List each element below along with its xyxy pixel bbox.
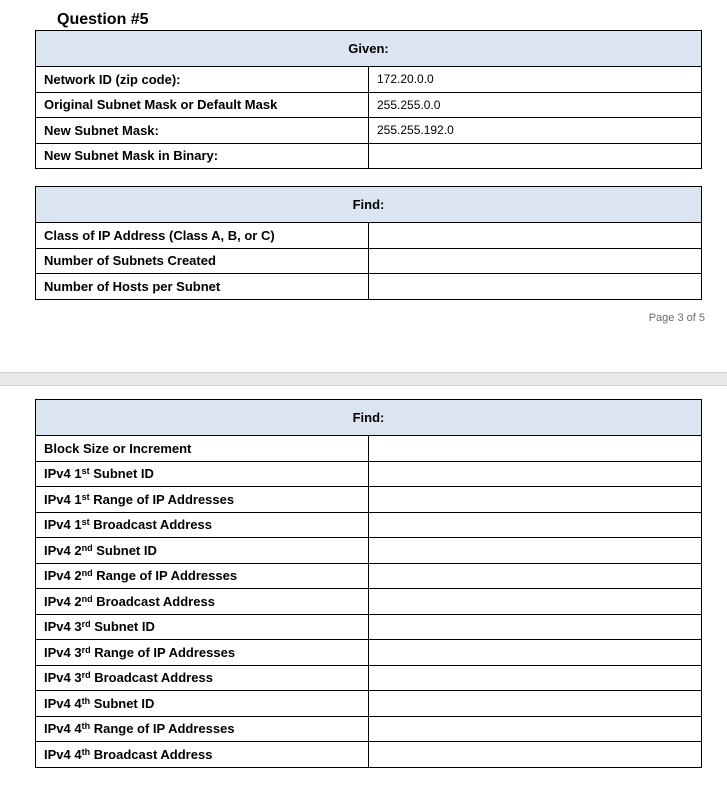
table-row <box>36 512 702 538</box>
table-row <box>36 640 702 666</box>
ordinal-suffix: th <box>81 721 91 732</box>
given-label: New Subnet Mask in Binary: <box>36 143 369 169</box>
answer-cell[interactable] <box>369 614 702 640</box>
label-prefix: IPv4 3 <box>44 619 82 635</box>
given-header: Given: <box>36 31 702 67</box>
answer-cell[interactable] <box>369 274 702 300</box>
ordinal-suffix: st <box>81 466 90 477</box>
find-label <box>36 563 369 589</box>
answer-cell[interactable] <box>369 691 702 717</box>
document-page-3 <box>0 0 727 372</box>
find-label <box>36 742 369 768</box>
answer-cell[interactable] <box>369 248 702 274</box>
find-table-2 <box>35 399 702 768</box>
find-header: Find: <box>36 400 702 436</box>
label-suffix: Range of IP Addresses <box>92 568 238 584</box>
label-suffix: Subnet ID <box>90 619 155 635</box>
ordinal-suffix: st <box>81 491 90 502</box>
given-label: New Subnet Mask: <box>36 118 369 144</box>
table-row <box>36 716 702 742</box>
table-row <box>36 614 702 640</box>
table-row <box>36 665 702 691</box>
label-suffix: Broadcast Address <box>90 746 213 762</box>
label-prefix: IPv4 1 <box>44 491 82 507</box>
ordinal-suffix: nd <box>81 542 93 553</box>
answer-cell[interactable] <box>369 487 702 513</box>
table-row <box>36 563 702 589</box>
label-suffix: Range of IP Addresses <box>89 491 235 507</box>
answer-cell[interactable] <box>369 512 702 538</box>
label-prefix: IPv4 1 <box>44 466 82 482</box>
given-value[interactable]: 172.20.0.0 <box>369 67 702 93</box>
table-row <box>36 92 702 118</box>
table-row <box>36 248 702 274</box>
table-row <box>36 691 702 717</box>
table-row <box>36 742 702 768</box>
label-prefix: IPv4 4 <box>44 746 82 762</box>
label-suffix: Broadcast Address <box>90 670 213 686</box>
given-label: Network ID (zip code): <box>36 67 369 93</box>
find-label: Number of Hosts per Subnet <box>36 274 369 300</box>
find-label: Class of IP Address (Class A, B, or C) <box>36 223 369 249</box>
ordinal-suffix: th <box>81 746 91 757</box>
find-label <box>36 436 369 462</box>
table-row <box>36 538 702 564</box>
page-separator <box>0 372 727 386</box>
table-row <box>36 118 702 144</box>
ordinal-suffix: rd <box>81 670 91 681</box>
label-suffix: Subnet ID <box>92 542 157 558</box>
find-label: Number of Subnets Created <box>36 248 369 274</box>
document-page-4 <box>0 386 727 788</box>
question-title: Question #5 <box>57 11 149 28</box>
table-row <box>36 589 702 615</box>
page-number: Page 3 of 5 <box>648 312 705 324</box>
table-row <box>36 487 702 513</box>
answer-cell[interactable] <box>369 716 702 742</box>
find-label <box>36 589 369 615</box>
ordinal-suffix: st <box>81 517 90 528</box>
label-prefix: IPv4 2 <box>44 593 82 609</box>
find-label <box>36 538 369 564</box>
answer-cell[interactable] <box>369 742 702 768</box>
find-label <box>36 512 369 538</box>
table-row <box>36 436 702 462</box>
given-value[interactable] <box>369 143 702 169</box>
label-prefix: IPv4 3 <box>44 670 82 686</box>
given-label: Original Subnet Mask or Default Mask <box>36 92 369 118</box>
given-table <box>35 30 702 169</box>
find-header: Find: <box>36 187 702 223</box>
given-value[interactable]: 255.255.192.0 <box>369 118 702 144</box>
find-label <box>36 487 369 513</box>
find-label <box>36 691 369 717</box>
table-row <box>36 461 702 487</box>
ordinal-suffix: rd <box>81 619 91 630</box>
label-suffix: Broadcast Address <box>92 593 215 609</box>
given-value[interactable]: 255.255.0.0 <box>369 92 702 118</box>
table-row <box>36 143 702 169</box>
find-label <box>36 640 369 666</box>
label-suffix: Subnet ID <box>89 466 154 482</box>
find-table-1 <box>35 186 702 300</box>
label-prefix: IPv4 1 <box>44 517 82 533</box>
label-prefix: IPv4 3 <box>44 644 82 660</box>
label-prefix: IPv4 4 <box>44 695 82 711</box>
label-suffix: Subnet ID <box>90 695 155 711</box>
ordinal-suffix: nd <box>81 568 93 579</box>
answer-cell[interactable] <box>369 563 702 589</box>
ordinal-suffix: rd <box>81 644 91 655</box>
table-row <box>36 223 702 249</box>
find-label <box>36 665 369 691</box>
table-row <box>36 67 702 93</box>
answer-cell[interactable] <box>369 461 702 487</box>
label-suffix: Range of IP Addresses <box>90 721 235 737</box>
find-label <box>36 461 369 487</box>
answer-cell[interactable] <box>369 538 702 564</box>
label-suffix: Range of IP Addresses <box>90 644 236 660</box>
label-prefix: Block Size or Increment <box>44 440 192 456</box>
answer-cell[interactable] <box>369 589 702 615</box>
ordinal-suffix: th <box>81 695 91 706</box>
ordinal-suffix: nd <box>81 593 93 604</box>
answer-cell[interactable] <box>369 223 702 249</box>
answer-cell[interactable] <box>369 640 702 666</box>
label-prefix: IPv4 2 <box>44 542 82 558</box>
label-suffix: Broadcast Address <box>89 517 212 533</box>
table-row <box>36 274 702 300</box>
find-label <box>36 614 369 640</box>
find-label <box>36 716 369 742</box>
label-prefix: IPv4 4 <box>44 721 82 737</box>
answer-cell[interactable] <box>369 665 702 691</box>
answer-cell[interactable] <box>369 436 702 462</box>
label-prefix: IPv4 2 <box>44 568 82 584</box>
